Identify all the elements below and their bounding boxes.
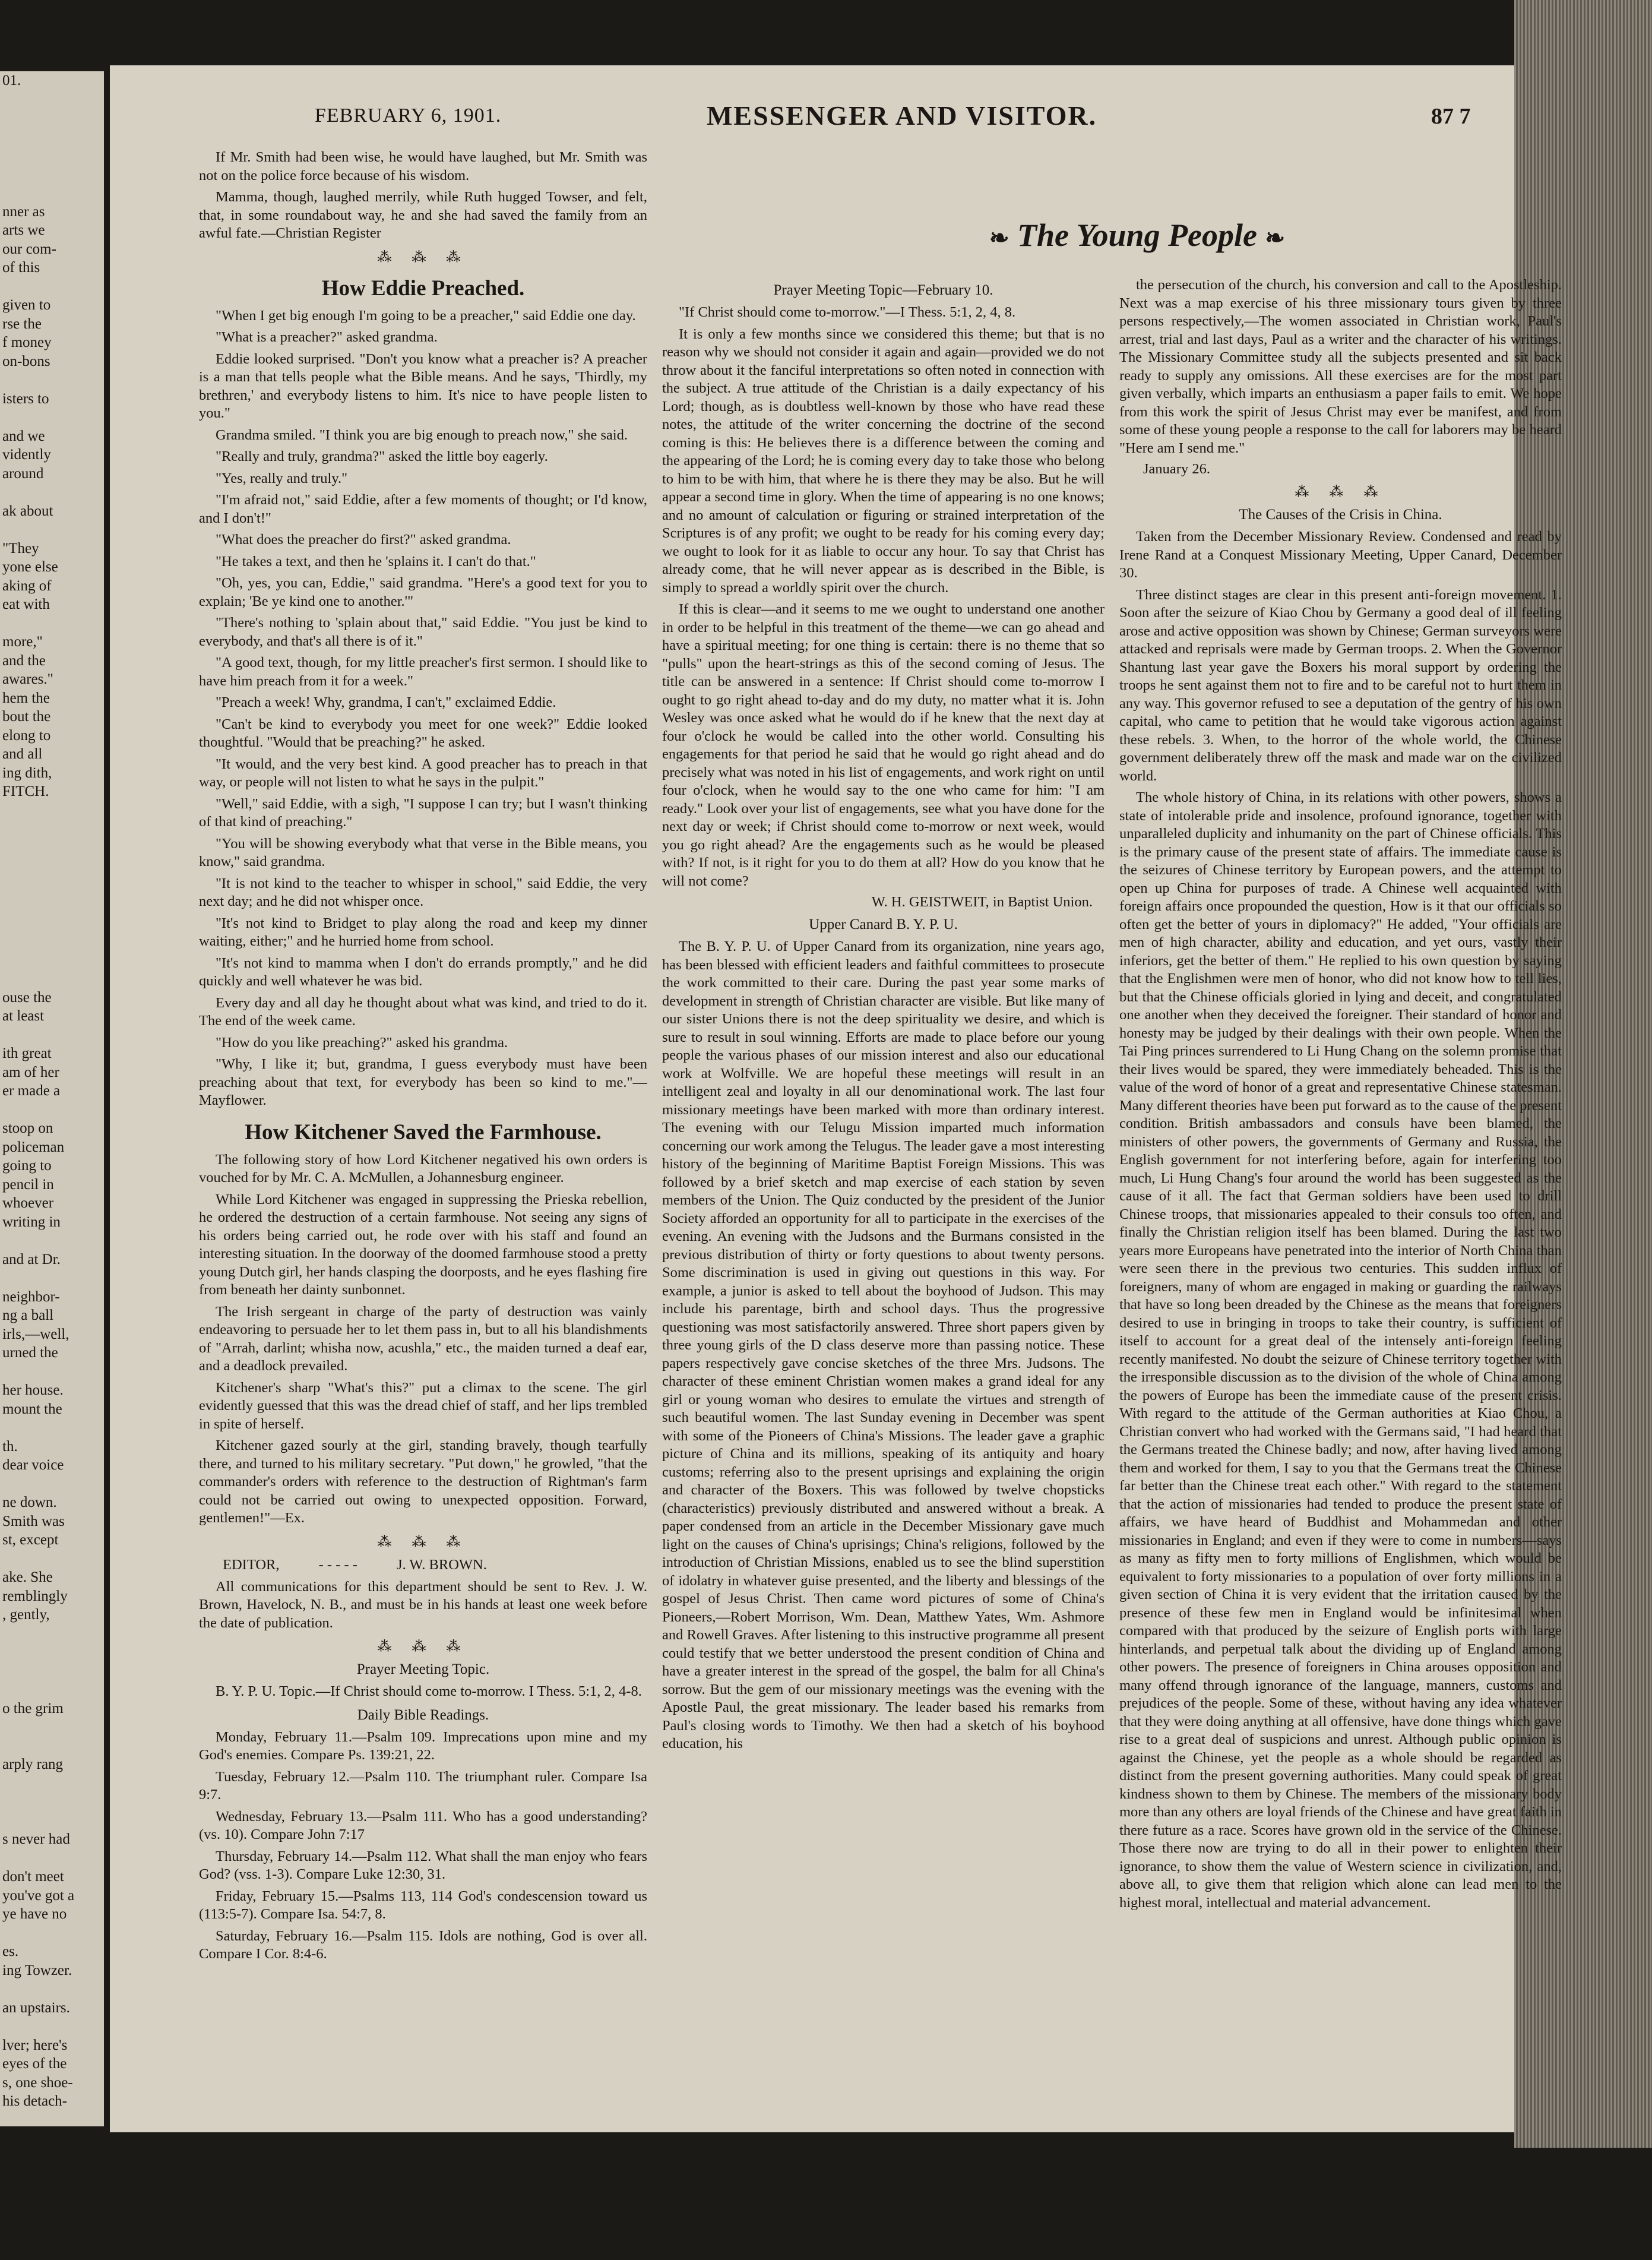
column-middle (662, 276, 1105, 2260)
prev-page-line-fragment (0, 820, 104, 839)
reading-item: Monday, February 11.—Psalm 109. Imprecations upon mine and my God's enemies. Compare Ps. 139:21, 22. (199, 1728, 647, 1763)
prev-page-line-fragment (0, 165, 104, 184)
signature: W. H. GEISTWEIT, in Baptist Union. (871, 894, 1093, 910)
prev-page-line-fragment (0, 1718, 104, 1737)
paragraph: The B. Y. P. U. of Upper Canard from its organization, nine years ago, has been blessed with efficient leaders and faithful committees to prosecute the work committed to their care. During the past year some marks of development in strength of Christian character are visible. But like many of our sister Unions there is not the deep spirituality we desire, and which is sure to result in soul winning. Efforts are made to place before our young people the various phases of our mission interest and also our educational work at Wolfville. We are hopeful these meetings will result in an intelligent zeal and loyalty in all our denominational work. The last four missionary meetings have been marked with more than ordinary interest. The evening with our Telugu Mission imparted much information concerning our work among the Telugus. The leader gave a most interesting history of the beginning of Maritime Baptist Foreign Missions. This was followed by a brief sketch and map exercise of each station by seven members of the Union. The Quiz conducted by the president of the Junior Society afforded an opportunity for all to participate in the exercises of the evening. An evening with the Judsons and the Burmans consisted in the previous distribution of thirty or forty questions to about twenty persons. Some discrimination is used in giving out questions in this way. For example, a junior is asked to tell about the boyhood of Judson. This may include his parentage, birth and school days. Thus the progressive questioning was most satisfactorily answered. Three short papers given by three young girls of the D class deserve more than passing notice. These papers respectively gave concise sketches of the three Mrs. Judsons. The character of these eminent Christian women makes a grand ideal for any girl or young woman who desires to emulate the virtues and strength of such beautiful women. The last Sunday evening in December was spent with some of the Pioneers of China's Missions. The leader gave a graphic picture of China and its millions, speaking of its antiquity and hoary customs; referring also to the present uprisings and explaining the origin and character of the Boxers. This was followed by twelve chopsticks (characteristics) previously distributed and answered without a break. A paper condensed from an article in the December Missionary gave much light on the causes of China's uprisings; China's religions, followed by the introduction of Christian Missions, enabled us to see the blind superstition of idolatry in whatever guise presented, and the liberty and blessings of the gospel of Jesus Christ. Then came word pictures of some of China's Pioneers,—Robert Morrison, Wm. Dean, Matthew Yates, Wm. Ashmore and Rowell Graves. After listening to this instructive programme all present could testify that we better understood the present condition of China and have a greater interest in the spread of the gospel, the balm for all China's sorrow. But the gem of our missionary meetings was the evening with the Apostle Paul, the great missionary. The leader based his remarks from Paul's closing words to Timothy. We then had a sketch of his boyhood education, his (662, 938, 1105, 1752)
prev-page-line-fragment (0, 277, 104, 296)
prev-page-line-fragment (0, 1849, 104, 1868)
paragraph: "Oh, yes, you can, Eddie," said grandma. "Here's a good text for you to explain; 'Be ye kind one to another.'" (199, 575, 647, 609)
paragraph: If Mr. Smith had been wise, he would have laughed, but Mr. Smith was not on the police force because of his wisdom. (199, 149, 647, 184)
paragraph: "Really and truly, grandma?" asked the little boy eagerly. (216, 448, 548, 464)
prev-page-line-fragment: going to (2, 1158, 52, 1174)
prev-page-line-fragment: at least (2, 1008, 45, 1024)
paragraph: "He takes a text, and then he 'splains it. I can't do that." (216, 553, 536, 570)
prev-page-line-fragment (0, 90, 104, 109)
masthead-title: MESSENGER AND VISITOR. (707, 100, 1097, 131)
paragraph: "It would, and the very best kind. A good preacher has to preach in that way, or people will not listen to what he says in the pulpit." (199, 756, 647, 790)
prev-page-line-fragment (0, 483, 104, 502)
prev-page-line-fragment: an upstairs. (2, 1999, 70, 2016)
prev-page-line-fragment (0, 1643, 104, 1662)
prev-page-line-fragment: ng a ball (2, 1307, 54, 1323)
prev-page-line-fragment: ouse the (2, 989, 52, 1006)
prev-page-line-fragment: FITCH. (2, 783, 49, 799)
prev-page-line-fragment (0, 1662, 104, 1681)
causes-title: The Causes of the Crisis in China. (1239, 507, 1442, 523)
prev-page-line-fragment: ye have no (2, 1906, 67, 1922)
prev-page-line-fragment: and the (2, 652, 46, 669)
prev-page-line-fragment: ing dith, (2, 764, 52, 781)
reading-item: Wednesday, February 13.—Psalm 111. Who has a good understanding? (vs. 10). Compare John 7:17 (199, 1808, 647, 1842)
prev-page-line-fragment: s never had (2, 1831, 70, 1847)
paragraph: While Lord Kitchener was engaged in suppressing the Prieska rebellion, he ordered the destruction of a certain farmhouse. Not seeing any signs of his orders being carried out, he rode over with his staff and found an interesting situation. In the doorway of the doomed farmhouse stood a pretty young Dutch girl, her hands clasping the doorposts, and he eyes flashing fire from beneath her dainty sunbonnet. (199, 1191, 647, 1298)
prev-page-line-fragment: ing Towzer. (2, 1962, 72, 1978)
prev-page-line-fragment: on-bons (2, 353, 50, 369)
prev-page-line-fragment (0, 614, 104, 633)
paragraph: "I'm afraid not," said Eddie, after a few moments of thought; or I'd know, and I don't!" (199, 492, 647, 526)
prev-page-line-fragment: around (2, 465, 44, 482)
prev-page-line-fragment (0, 128, 104, 147)
prev-page-line-fragment: remblingly (2, 1588, 68, 1604)
paragraph: "It's not kind to mamma when I don't do errands promptly," and he did quickly and well whatever he was bid. (199, 954, 647, 989)
ornament-left-icon: ❧ (989, 225, 1009, 251)
prev-page-line-fragment: given to (2, 297, 51, 313)
prev-page-line-fragment (0, 1737, 104, 1756)
prev-page-line-fragment (0, 1363, 104, 1382)
prev-page-line-fragment (0, 1475, 104, 1494)
upper-canard-title: Upper Canard B. Y. P. U. (809, 916, 958, 933)
previous-page-strip (0, 71, 104, 2126)
prev-page-line-fragment: ith great (2, 1045, 52, 1061)
prev-page-line-fragment (0, 932, 104, 951)
prev-page-line-fragment (0, 1980, 104, 1999)
section-title: The Young People (1017, 217, 1257, 253)
prev-page-line-fragment: o the grim (2, 1700, 64, 1717)
prev-page-line-fragment: "They (2, 540, 39, 557)
ornament-right-icon: ❧ (1265, 225, 1286, 251)
prev-page-line-fragment: and we (2, 428, 45, 444)
paragraph: "It's not kind to Bridget to play along the road and keep my dinner waiting, either;" and he hurried home from school. (199, 915, 647, 949)
communications-note: All communications for this department should be sent to Rev. J. W. Brown, Havelock, N. B., and must be in his hands at least one week before the date of publication. (199, 1578, 647, 1631)
paragraph: "Yes, really and truly." (216, 470, 348, 486)
article-title-kitchener: How Kitchener Saved the Farmhouse. (245, 1120, 602, 1145)
dateline: January 26. (1143, 461, 1210, 477)
prev-page-line-fragment: bout the (2, 709, 51, 725)
prev-page-line-fragment: mount the (2, 1401, 62, 1417)
prev-page-line-fragment: nner as (2, 203, 45, 220)
paragraph: It is only a few months since we considered this theme; but that is no reason why we should not consider it again and again—provided we do not throw about it the fanciful interpretations so often noted in connection with the subject. A true attitude of the Christian is a daily expectancy of his Lord; though, as is doubtless well-known by those who have read these notes, the attitude of the writer concerning the doctrine of the second coming is this: He believes there is a difference between the coming and the appearing of the Lord; he is coming every day to take those who belong to him to be with him, that where he is there they may be also. But he will appear a second time in glory. When the time of appearing is no one knows; and no amount of calculation or figuring or strained interpretation of the Scriptures is of any profit; we ought to be ready for his coming every day; we ought to look for it as liable to occur any hour. To say that Christ has already come, that he will never appear as is described in the Bible, is simply to spread a worldly spirit over the church. (662, 325, 1105, 596)
prev-page-line-fragment (0, 371, 104, 390)
prayer-meeting-heading: Prayer Meeting Topic—February 10. (773, 282, 993, 298)
stars-divider: ⁂ ⁂ ⁂ (377, 249, 469, 265)
paragraph: The whole history of China, in its relations with other powers, shows a state of intolerable pride and insolence, profound ignorance, together with unparalleled duplicity and inhumanity on the part of Chinese officials. This is the primary cause of the present state of affairs. The immediate cause is the seizures of Chinese territory by European powers, and the attempt to open up China for purposes of trade. A Chinese well acquainted with foreign affairs once propounded the question, How is it that our officials so often get the better of yours in diplomacy?" He added, "Your officials are men of high character, ability and education, and yet ours, vastly their inferiors, get the better of them." He replied to his own question by saying that the Englishmen were men of honor, who did not know how to tell lies, but that the Chinese officials gloried in lying and deceit, and congratulated one another when they deceived the foreigner. Their standard of honor and honesty may be judged by their dealings with their own people. When the Tai Ping princes surrendered to Li Hung Chang on the solemn promise that their lives would be spared, they were immediately beheaded. This is the value of the word of honor of a great and representative Chinese statesman. Many different theories have been put forward as to the cause of the present condition. British ambassadors and consuls have been blamed, the ministers of other powers, the governments of Germany and Russia, the English government for not interfering before, again for interfering too much, Li Hung Chang's four around the world has been suggested as the cause of it all. The fact that German soldiers have been used to drill Chinese troops, that missionaries appealed to their consuls too often, and finally the Christian religion itself has been blamed. During the last two years more Europeans have penetrated into the interior of North China than were seen there in the previous two centuries. This sudden influx of foreigners, many of whom are engaged in making or guarding the railways that have so long been dreaded by the Chinese as the means that foreigners desired to use in bringing in troops to take their country, is sufficient of itself to account for a great deal of the intensely anti-foreign feeling recently manifested. No doubt the seizure of Chinese territory together with the irresponsible discussion as to the division of the whole of China among the powers of Europe has been the immediate cause of the present crisis. With regard to the attitude of the German authorities at Kiao Chou, a Christian convert who had worked with the Germans said, "I had heard that the Germans treated the Chinese badly; and now, after having lived among them and worked for them, I say to you that the Germans treat the Chinese far better than the Chinese treat each other." With regard to the statement that the action of missionaries had tended to produce the present state of affairs, we have heard of Buddhist and Mohammedan and other missionaries in England; and even if they were to come in numbers—says as many as fifty men to forty millions of Englishmen, which would be equivalent to forty missionaries to a population of over forty millions in a given section of China it is very evident that the irritation caused by the presence of these few men in England would be infinitesimal when compared with that produced by the seizure of English ports with large hinterlands, and perpetual talk about the dividing up of England among other powers. The presence of foreigners in China arouses opposition and many offend through ignorance of the language, manners, customs and prejudices of the people. Some of these, without having any idea whatever that they were doing anything at all offensive, have done things which gave rise to a great deal of suspicions and unrest. Although public opinion is against the Chinese, yet the people as a whole should be regarded as distinct from the present governing authorities. Many could speak of great kindness shown to them by Chinese. The members of the missionary body more than any others are loyal friends of the Chinese and have great faith in there future as a race. Scores have grown old in the service of the Chinese. Those there now are trying to do all in their power to enlighten their ignorance, to show them the value of Western science in civilization, and, above all, to give them that religion which alone can lead men to the highest moral, intellectual and material advancement. (1119, 789, 1562, 1911)
page-header (202, 100, 1508, 135)
column-right (1119, 276, 1562, 2218)
prev-page-line-fragment (0, 1101, 104, 1120)
prev-page-line-fragment: stoop on (2, 1120, 53, 1136)
prev-page-line-fragment: s, one shoe- (2, 2074, 73, 2091)
prev-page-line-fragment (0, 1924, 104, 1943)
prev-page-line-fragment: ake. She (2, 1569, 53, 1585)
prev-page-line-fragment: f money (2, 334, 52, 350)
prev-page-line-fragment: arts we (2, 222, 45, 238)
prev-page-line-fragment (0, 1550, 104, 1569)
prev-page-line-fragment (0, 1793, 104, 1812)
prev-page-line-fragment (0, 408, 104, 427)
prev-page-line-fragment: irls,—well, (2, 1326, 69, 1342)
prev-page-line-fragment (0, 1231, 104, 1250)
paragraph: the persecution of the church, his conversion and call to the Apostleship. Next was a map exercise of his three missionary tours given by three persons respectively,—The women associated in Christian work, Paul's arrest, trial and last days, Paul as a writer and the character of his writings. The Missionary Committee study all the subjects presented and sit back ready to supply any omissions. All these exercises are for the most part given verbally, which imparts an enthusiasm a paper fails to emit. We hope from this work the spirit of Jesus Christ may ever be manifest, and from some of these young people a response to the call for laborers may be heard "Here am I send me." (1119, 277, 1562, 456)
prev-page-line-fragment: don't meet (2, 1869, 64, 1885)
paragraph: "A good text, though, for my little preacher's first sermon. I should like to have him preach from it for a week." (199, 655, 647, 689)
prev-page-line-fragment (0, 951, 104, 970)
prev-page-line-fragment (0, 1812, 104, 1831)
section-heading (846, 217, 1428, 254)
prev-page-line-fragment: dear voice (2, 1457, 64, 1473)
prev-page-line-fragment (0, 2017, 104, 2036)
paragraph: "How do you like preaching?" asked his grandma. (216, 1034, 508, 1051)
prev-page-line-fragment (0, 1418, 104, 1437)
paragraph: "There's nothing to 'splain about that," said Eddie. "You just be kind to everybody, and that's all there is of it." (199, 615, 647, 649)
prev-page-line-fragment: whoever (2, 1195, 54, 1211)
prev-page-line-fragment (0, 1026, 104, 1045)
editor-name: J. W. BROWN. (397, 1556, 487, 1573)
paragraph: "What does the preacher do first?" asked grandma. (216, 532, 511, 548)
prev-page-line-fragment (0, 801, 104, 820)
prev-page-line-fragment: eat with (2, 596, 50, 612)
prev-page-line-fragment (0, 146, 104, 165)
prev-page-line-fragment: policeman (2, 1139, 65, 1155)
prev-page-line-fragment: elong to (2, 727, 51, 744)
prev-page-line-fragment: rse the (2, 315, 42, 332)
column-left (199, 148, 647, 2138)
paragraph: "Well," said Eddie, with a sigh, "I suppose I can try; but I wasn't thinking of that kind of preaching." (199, 795, 647, 830)
editor-label: EDITOR, (223, 1556, 280, 1573)
prev-page-line-fragment (0, 876, 104, 895)
prev-page-line-fragment (0, 109, 104, 128)
paragraph: "When I get big enough I'm going to be a preacher," said Eddie one day. (216, 307, 636, 324)
prev-page-line-fragment: vidently (2, 447, 51, 463)
prev-page-line-fragment: yone else (2, 559, 58, 575)
prev-page-line-fragment: and at Dr. (2, 1251, 61, 1268)
paragraph: If this is clear—and it seems to me we ought to understand one another in order to be helpful in this treatment of the theme—we can go ahead and have a spiritual meeting; for one thing is certain: there is no theme that so "pulls" upon the heart-strings as this of the second coming of Jesus. The title can be answered in a sentence: If Christ should come to-morrow I ought to go right ahead to-day and do my duty, no matter what it is. John Wesley was once asked what he would do if he knew that the next day at four o'clock he would be called into the other world. Consulting his engagements for that period he said that he would go right ahead and do precisely what was noted in his list of engagements, and work right on until four o'clock, when he would say to the one who came for him: "I am ready." Look over your list of engagements, see what you have done for the next day or week; if Christ should come to-morrow or next week, would you go right ahead? Are the engagements such as he would be pleased with? If not, is it right for you to do them at all? How do you know that he will not come? (662, 601, 1105, 889)
prev-page-line-fragment: of this (2, 260, 40, 276)
prev-page-line-fragment: urned the (2, 1345, 58, 1361)
editor-line (199, 1557, 647, 1573)
prev-page-line-fragment: her house. (2, 1382, 64, 1398)
prev-page-line-fragment: his detach- (2, 2093, 67, 2109)
prev-page-line-fragment (0, 894, 104, 914)
header-date: FEBRUARY 6, 1901. (315, 105, 502, 127)
paragraph: Three distinct stages are clear in this present anti-foreign movement. 1. Soon after the seizure of Kiao Chou by Germany a good deal of ill feeling arose and active opposition was shown by Chinese; German surveyors were attacked and reprisals were made by German troops. 2. When the Governor Shantung last year gave the Boxers his moral support by ordering the troops he sent against them not to fire and to be careful not to hurt them in any way. This governor refused to see a deputation of the gentry of his own capital, who came to petition that he would take vigorous action against these rebels. 3. When, to the horror of the whole world, the Chinese government deliberately threw off the mask and made war on the civilized world. (1119, 586, 1562, 784)
prayer-topic-text: B. Y. P. U. Topic.—If Christ should come to-morrow. I Thess. 5:1, 2, 4-8. (216, 1683, 642, 1699)
prev-page-line-fragment: es. (2, 1943, 19, 1959)
prev-page-line-fragment: you've got a (2, 1887, 75, 1904)
prev-page-line-fragment: 01. (2, 72, 21, 88)
prev-page-line-fragment: st, except (2, 1532, 59, 1548)
prev-page-line-fragment: Smith was (2, 1513, 65, 1529)
editor-dashes: - - - - - (318, 1556, 357, 1573)
prev-page-line-fragment (0, 914, 104, 933)
newspaper-page (110, 65, 1562, 2132)
paragraph: The Irish sergeant in charge of the party of destruction was vainly endeavoring to persuade her to let them pass in, but to all his blandishments of "Arrah, darlint; whisha now, acushla," etc., the maiden turned a deaf ear, and a deadlock prevailed. (199, 1303, 647, 1374)
prev-page-line-fragment: our com- (2, 241, 56, 257)
prev-page-line-fragment: and all (2, 746, 43, 762)
prev-page-line-fragment (0, 839, 104, 858)
prev-page-line-fragment: ne down. (2, 1494, 57, 1510)
paragraph: "If Christ should come to-morrow."—I Thess. 5:1, 2, 4, 8. (679, 304, 1016, 320)
article-title-eddie: How Eddie Preached. (321, 276, 525, 301)
prev-page-line-fragment (0, 1269, 104, 1288)
prev-page-line-fragment: pencil in (2, 1176, 54, 1193)
paragraph: Every day and all day he thought about what was kind, and tried to do it. The end of the week came. (199, 994, 647, 1029)
prev-page-line-fragment: hem the (2, 690, 50, 706)
stars-divider: ⁂ ⁂ ⁂ (377, 1639, 469, 1655)
prev-page-line-fragment (0, 520, 104, 539)
paragraph: "Preach a week! Why, grandma, I can't," exclaimed Eddie. (216, 694, 556, 710)
prev-page-line-fragment: awares." (2, 671, 53, 687)
paragraph: Eddie looked surprised. "Don't you know what a preacher is? A preacher is a man that tells people what the Bible means. And he says, 'Thirdly, my brethren,' and everybody listens to him. It's nice to have people listen to you." (199, 350, 647, 421)
reading-item: Friday, February 15.—Psalms 113, 114 God's condescension toward us (113:5-7). Compare Isa. 54:7, 8. (199, 1888, 647, 1922)
daily-readings-title: Daily Bible Readings. (357, 1706, 489, 1723)
prev-page-line-fragment (0, 969, 104, 988)
causes-subtitle: Taken from the December Missionary Review. Condensed and read by Irene Rand at a Conquest Missionary Meeting, Upper Canard, December 30. (1119, 529, 1562, 581)
reading-item: Thursday, February 14.—Psalm 112. What shall the man enjoy who fears God? (vss. 1-3). Compare Luke 12:30, 31. (199, 1848, 647, 1882)
paragraph: Mamma, though, laughed merrily, while Ruth hugged Towser, and felt, that, in some roundabout way, he and she had saved the family from an awful fate.—Christian Register (199, 189, 647, 241)
stars-divider: ⁂ ⁂ ⁂ (1295, 485, 1387, 500)
paragraph: "It is not kind to the teacher to whisper in school," said Eddie, the very next day; and he did not whisper once. (199, 875, 647, 909)
prev-page-line-fragment: neighbor- (2, 1288, 60, 1305)
stars-divider: ⁂ ⁂ ⁂ (377, 1534, 469, 1550)
prev-page-line-fragment (0, 857, 104, 876)
reading-item: Saturday, February 16.—Psalm 115. Idols are nothing, God is over all. Compare I Cor. 8:4-6. (199, 1927, 647, 1962)
paragraph: Kitchener's sharp "What's this?" put a climax to the scene. The girl evidently guessed that this was the dread chief of staff, and her lips trembled in spite of herself. (199, 1379, 647, 1432)
prev-page-line-fragment (0, 1680, 104, 1699)
paragraph: "Can't be kind to everybody you meet for one week?" Eddie looked thoughtful. "Would that be preaching?" he asked. (199, 716, 647, 750)
paragraph: Grandma smiled. "I think you are big enough to preach now," she said. (216, 426, 628, 443)
paragraph: "You will be showing everybody what that verse in the Bible means, you know," said grandma. (199, 835, 647, 870)
prev-page-line-fragment (0, 1624, 104, 1643)
reading-item: Tuesday, February 12.—Psalm 110. The triumphant ruler. Compare Isa 9:7. (199, 1768, 647, 1803)
prev-page-line-fragment: more," (2, 634, 43, 650)
paragraph: "Why, I like it; but, grandma, I guess everybody must have been preaching about that text, for everybody has been so kind to me."—Mayflower. (199, 1056, 647, 1108)
prev-page-line-fragment: er made a (2, 1083, 61, 1099)
prev-page-line-fragment: am of her (2, 1064, 59, 1080)
prev-page-line-fragment: aking of (2, 577, 52, 594)
prev-page-line-fragment: isters to (2, 390, 49, 407)
page-number: 87 7 (1431, 104, 1471, 129)
prev-page-line-fragment: lver; here's (2, 2037, 68, 2053)
prev-page-line-fragment: , gently, (2, 1607, 50, 1623)
prev-page-line-fragment: writing in (2, 1213, 61, 1230)
prev-page-line-fragment: eyes of the (2, 2056, 67, 2072)
paragraph: "What is a preacher?" asked grandma. (216, 329, 438, 345)
prev-page-line-fragment: ak about (2, 502, 53, 519)
prev-page-line-fragment (0, 184, 104, 203)
prayer-topic-title: Prayer Meeting Topic. (356, 1661, 490, 1677)
paragraph: Kitchener gazed sourly at the girl, standing bravely, though tearfully there, and turned to his military secretary. "Put down," he growled, "that the commander's orders with reference to the destruction of Rightman's farm could not be carried out owing to unexpected opposition. Forward, gentlemen!"—Ex. (199, 1437, 647, 1526)
prev-page-line-fragment: th. (2, 1438, 18, 1455)
prev-page-line-fragment: arply rang (2, 1756, 64, 1772)
prev-page-line-fragment (0, 1774, 104, 1793)
paragraph: The following story of how Lord Kitchener negatived his own orders is vouched for by Mr. C. A. McMullen, a Johannesburg engineer. (199, 1151, 647, 1186)
